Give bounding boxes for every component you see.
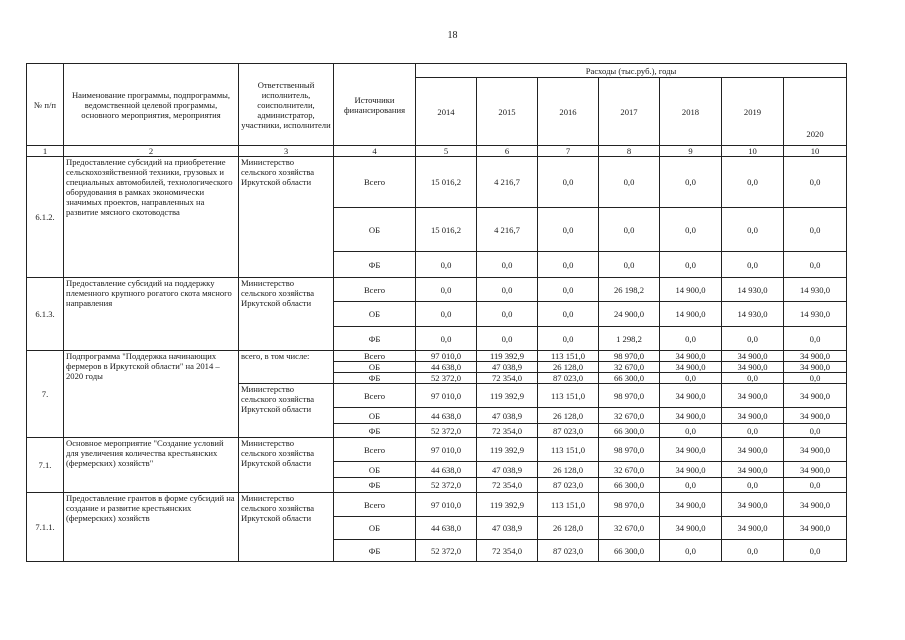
value-2019: 14 930,0	[722, 302, 784, 327]
funding-source: ФБ	[334, 252, 416, 278]
value-2015: 4 216,7	[477, 157, 538, 208]
value-2020: 34 900,0	[784, 351, 847, 362]
column-number: 4	[334, 146, 416, 157]
column-number: 9	[660, 146, 722, 157]
header-year: 2020	[784, 78, 847, 146]
value-2014: 52 372,0	[416, 478, 477, 493]
responsible-party: Министерство сельского хозяйства Иркутской области	[239, 438, 334, 493]
value-2014: 97 010,0	[416, 384, 477, 408]
value-2018: 34 900,0	[660, 408, 722, 424]
value-2016: 87 023,0	[538, 373, 599, 384]
column-number: 8	[599, 146, 660, 157]
value-2017: 98 970,0	[599, 493, 660, 517]
value-2018: 14 900,0	[660, 278, 722, 302]
value-2018: 0,0	[660, 540, 722, 562]
value-2019: 34 900,0	[722, 438, 784, 462]
measure-name: Предоставление субсидий на приобретение сельскохозяйственной техники, грузовых и специальных автомобилей, технологического оборудования в рамках экономически значимых проектов, направленных на развитие мясного скотоводства	[64, 157, 239, 278]
value-2019: 34 900,0	[722, 517, 784, 540]
value-2016: 87 023,0	[538, 424, 599, 438]
table-row	[27, 438, 847, 462]
value-2014: 44 638,0	[416, 408, 477, 424]
measure-name: Подпрограмма "Поддержка начинающих фермеров в Иркутской области" на 2014 – 2020 годы	[64, 351, 239, 438]
value-2017: 66 300,0	[599, 540, 660, 562]
header-responsible: Ответственный исполнитель, соисполнители, администратор, участники, исполнители	[239, 64, 334, 146]
column-number: 2	[64, 146, 239, 157]
funding-source: ОБ	[334, 408, 416, 424]
value-2014: 97 010,0	[416, 493, 477, 517]
value-2015: 0,0	[477, 302, 538, 327]
table-row	[27, 493, 847, 517]
value-2015: 47 038,9	[477, 517, 538, 540]
value-2018: 34 900,0	[660, 384, 722, 408]
value-2017: 1 298,2	[599, 327, 660, 351]
responsible-party: Министерство сельского хозяйства Иркутской области	[239, 157, 334, 278]
value-2014: 0,0	[416, 252, 477, 278]
value-2018: 34 900,0	[660, 493, 722, 517]
column-number: 10	[722, 146, 784, 157]
funding-source: ОБ	[334, 302, 416, 327]
column-number: 1	[27, 146, 64, 157]
funding-source: Всего	[334, 278, 416, 302]
value-2016: 113 151,0	[538, 493, 599, 517]
value-2014: 52 372,0	[416, 424, 477, 438]
value-2020: 34 900,0	[784, 462, 847, 478]
funding-source: ОБ	[334, 208, 416, 252]
value-2016: 87 023,0	[538, 478, 599, 493]
header-expenses: Расходы (тыс.руб.), годы	[416, 64, 847, 78]
value-2015: 119 392,9	[477, 351, 538, 362]
value-2018: 34 900,0	[660, 462, 722, 478]
value-2015: 72 354,0	[477, 478, 538, 493]
funding-source: ФБ	[334, 478, 416, 493]
value-2017: 32 670,0	[599, 362, 660, 373]
value-2014: 15 016,2	[416, 208, 477, 252]
value-2020: 14 930,0	[784, 278, 847, 302]
value-2017: 0,0	[599, 208, 660, 252]
value-2020: 34 900,0	[784, 493, 847, 517]
value-2019: 0,0	[722, 373, 784, 384]
value-2018: 0,0	[660, 478, 722, 493]
value-2015: 72 354,0	[477, 540, 538, 562]
value-2014: 44 638,0	[416, 462, 477, 478]
value-2016: 26 128,0	[538, 462, 599, 478]
value-2015: 47 038,9	[477, 462, 538, 478]
value-2019: 0,0	[722, 157, 784, 208]
value-2016: 0,0	[538, 208, 599, 252]
value-2014: 52 372,0	[416, 373, 477, 384]
value-2017: 66 300,0	[599, 373, 660, 384]
row-number: 6.1.3.	[27, 278, 64, 351]
table-row	[27, 157, 847, 208]
value-2016: 113 151,0	[538, 438, 599, 462]
value-2016: 26 128,0	[538, 408, 599, 424]
value-2019: 0,0	[722, 540, 784, 562]
value-2019: 14 930,0	[722, 278, 784, 302]
funding-source: ФБ	[334, 327, 416, 351]
value-2016: 0,0	[538, 157, 599, 208]
column-numbers-row	[27, 146, 847, 157]
value-2019: 0,0	[722, 424, 784, 438]
value-2015: 0,0	[477, 327, 538, 351]
value-2017: 66 300,0	[599, 424, 660, 438]
funding-source: Всего	[334, 384, 416, 408]
table-row	[27, 278, 847, 302]
value-2014: 97 010,0	[416, 438, 477, 462]
value-2017: 26 198,2	[599, 278, 660, 302]
column-number: 5	[416, 146, 477, 157]
value-2020: 0,0	[784, 424, 847, 438]
value-2017: 98 970,0	[599, 384, 660, 408]
value-2019: 0,0	[722, 252, 784, 278]
column-number: 7	[538, 146, 599, 157]
row-number: 7.1.	[27, 438, 64, 493]
value-2020: 34 900,0	[784, 408, 847, 424]
value-2020: 34 900,0	[784, 517, 847, 540]
value-2018: 0,0	[660, 424, 722, 438]
value-2020: 0,0	[784, 157, 847, 208]
value-2020: 0,0	[784, 540, 847, 562]
header-year: 2015	[477, 78, 538, 146]
value-2016: 87 023,0	[538, 540, 599, 562]
value-2019: 34 900,0	[722, 493, 784, 517]
measure-name: Основное мероприятие "Создание условий для увеличения количества крестьянских (фермерских) хозяйств"	[64, 438, 239, 493]
responsible-party: Министерство сельского хозяйства Иркутской области	[239, 278, 334, 351]
funding-source: Всего	[334, 493, 416, 517]
value-2015: 119 392,9	[477, 493, 538, 517]
header-year: 2018	[660, 78, 722, 146]
header-year: 2019	[722, 78, 784, 146]
value-2019: 0,0	[722, 327, 784, 351]
funding-source: Всего	[334, 351, 416, 362]
value-2018: 0,0	[660, 208, 722, 252]
value-2020: 34 900,0	[784, 384, 847, 408]
value-2019: 0,0	[722, 208, 784, 252]
funding-source: Всего	[334, 157, 416, 208]
value-2015: 47 038,9	[477, 362, 538, 373]
responsible-party: Министерство сельского хозяйства Иркутской области	[239, 384, 334, 438]
value-2020: 0,0	[784, 478, 847, 493]
value-2020: 0,0	[784, 373, 847, 384]
funding-source: ОБ	[334, 362, 416, 373]
value-2018: 0,0	[660, 373, 722, 384]
value-2015: 47 038,9	[477, 408, 538, 424]
value-2019: 34 900,0	[722, 408, 784, 424]
value-2018: 0,0	[660, 252, 722, 278]
value-2018: 34 900,0	[660, 517, 722, 540]
value-2014: 0,0	[416, 278, 477, 302]
value-2015: 72 354,0	[477, 424, 538, 438]
value-2017: 98 970,0	[599, 351, 660, 362]
value-2018: 34 900,0	[660, 438, 722, 462]
value-2020: 0,0	[784, 327, 847, 351]
measure-name: Предоставление субсидий на поддержку племенного крупного рогатого скота мясного направления	[64, 278, 239, 351]
header-year: 2016	[538, 78, 599, 146]
value-2016: 113 151,0	[538, 351, 599, 362]
value-2014: 15 016,2	[416, 157, 477, 208]
value-2014: 44 638,0	[416, 517, 477, 540]
value-2017: 66 300,0	[599, 478, 660, 493]
column-number: 6	[477, 146, 538, 157]
header-sources: Источники финансирования	[334, 64, 416, 146]
responsible-party: Министерство сельского хозяйства Иркутской области	[239, 493, 334, 562]
value-2016: 0,0	[538, 327, 599, 351]
value-2017: 32 670,0	[599, 408, 660, 424]
value-2018: 0,0	[660, 157, 722, 208]
value-2014: 97 010,0	[416, 351, 477, 362]
value-2014: 44 638,0	[416, 362, 477, 373]
value-2020: 14 930,0	[784, 302, 847, 327]
responsible-party: всего, в том числе:	[239, 351, 334, 384]
row-number: 7.	[27, 351, 64, 438]
value-2017: 98 970,0	[599, 438, 660, 462]
value-2016: 113 151,0	[538, 384, 599, 408]
value-2019: 0,0	[722, 478, 784, 493]
value-2018: 34 900,0	[660, 351, 722, 362]
value-2019: 34 900,0	[722, 351, 784, 362]
value-2016: 0,0	[538, 302, 599, 327]
funding-source: Всего	[334, 438, 416, 462]
funding-source: ФБ	[334, 540, 416, 562]
value-2014: 0,0	[416, 327, 477, 351]
value-2019: 34 900,0	[722, 362, 784, 373]
column-number: 3	[239, 146, 334, 157]
value-2019: 34 900,0	[722, 462, 784, 478]
column-number: 10	[784, 146, 847, 157]
value-2018: 0,0	[660, 327, 722, 351]
header-year: 2017	[599, 78, 660, 146]
value-2014: 52 372,0	[416, 540, 477, 562]
header-year: 2014	[416, 78, 477, 146]
table-row	[27, 351, 847, 362]
value-2017: 24 900,0	[599, 302, 660, 327]
value-2019: 34 900,0	[722, 384, 784, 408]
funding-source: ФБ	[334, 373, 416, 384]
value-2015: 0,0	[477, 252, 538, 278]
value-2015: 119 392,9	[477, 384, 538, 408]
value-2018: 14 900,0	[660, 302, 722, 327]
value-2017: 32 670,0	[599, 517, 660, 540]
funding-source: ОБ	[334, 462, 416, 478]
value-2016: 0,0	[538, 252, 599, 278]
row-number: 6.1.2.	[27, 157, 64, 278]
value-2014: 0,0	[416, 302, 477, 327]
value-2017: 0,0	[599, 252, 660, 278]
value-2020: 34 900,0	[784, 362, 847, 373]
header-num: № п/п	[27, 64, 64, 146]
value-2020: 0,0	[784, 252, 847, 278]
row-number: 7.1.1.	[27, 493, 64, 562]
value-2016: 0,0	[538, 278, 599, 302]
funding-source: ОБ	[334, 517, 416, 540]
value-2015: 72 354,0	[477, 373, 538, 384]
value-2016: 26 128,0	[538, 517, 599, 540]
value-2015: 4 216,7	[477, 208, 538, 252]
value-2015: 0,0	[477, 278, 538, 302]
value-2017: 0,0	[599, 157, 660, 208]
page-number: 18	[447, 30, 458, 41]
value-2015: 119 392,9	[477, 438, 538, 462]
value-2020: 34 900,0	[784, 438, 847, 462]
header-name: Наименование программы, подпрограммы, ведомственной целевой программы, основного мероприятия, мероприятия	[64, 64, 239, 146]
value-2018: 34 900,0	[660, 362, 722, 373]
measure-name: Предоставление грантов в форме субсидий на создание и развитие крестьянских (фермерских) хозяйств	[64, 493, 239, 562]
value-2020: 0,0	[784, 208, 847, 252]
funding-source: ФБ	[334, 424, 416, 438]
value-2017: 32 670,0	[599, 462, 660, 478]
budget-table	[26, 63, 847, 562]
value-2016: 26 128,0	[538, 362, 599, 373]
